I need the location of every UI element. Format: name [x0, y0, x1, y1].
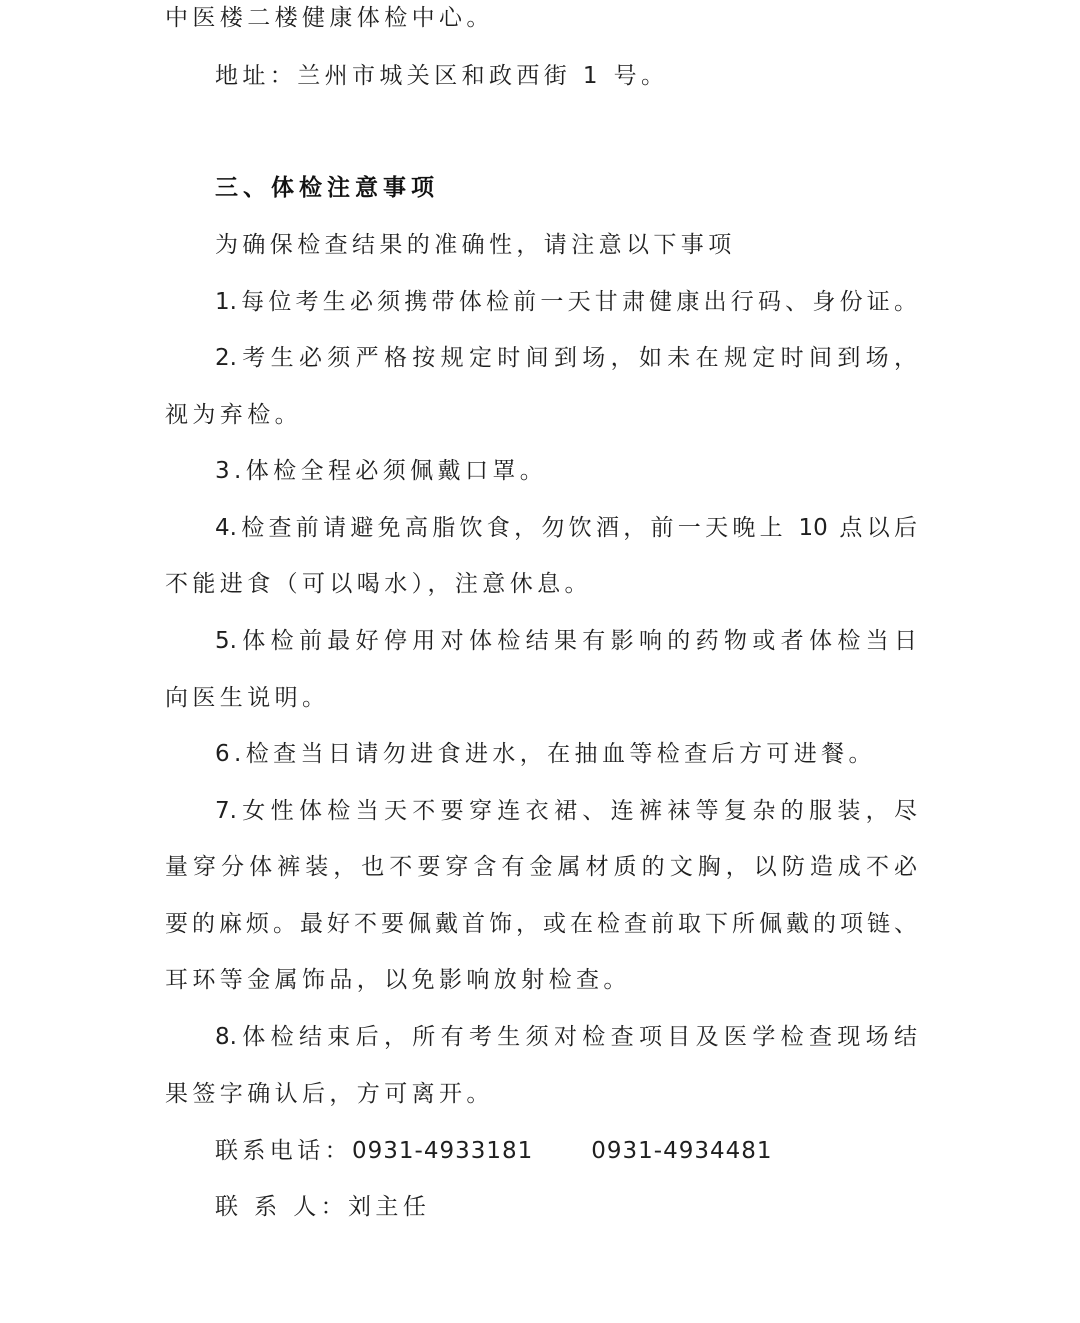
contact-phone-2: 0931-4934481	[591, 1138, 773, 1164]
contact-phone-1: 0931-4933181	[352, 1138, 534, 1164]
notice-item-6: 6.检查当日请勿进食进水，在抽血等检查后方可进餐。	[215, 741, 876, 767]
intro-line: 为确保检查结果的准确性，请注意以下事项	[215, 232, 736, 258]
notice-item-7-line-4: 耳环等金属饰品，以免影响放射检查。	[165, 967, 631, 993]
contact-person-label: 联 系 人：	[215, 1194, 349, 1220]
notice-item-4-line-1: 4.检查前请避免高脂饮食，勿饮酒，前一天晚上 10 点以后	[215, 515, 917, 541]
notice-item-2-line-2: 视为弃检。	[165, 402, 302, 428]
notice-item-8-line-2: 果签字确认后，方可离开。	[165, 1081, 494, 1107]
notice-item-5-line-1: 5.体检前最好停用对体检结果有影响的药物或者体检当日	[215, 628, 917, 654]
notice-item-7-line-1: 7.女性体检当天不要穿连衣裙、连裤袜等复杂的服装，尽	[215, 798, 917, 824]
notice-item-3: 3.体检全程必须佩戴口罩。	[215, 458, 548, 484]
contact-phone-label: 联系电话：	[215, 1138, 352, 1164]
notice-item-1: 1.每位考生必须携带体检前一天甘肃健康出行码、身份证。	[215, 289, 917, 315]
contact-person-line	[215, 1191, 917, 1223]
notice-item-2-line-1: 2.考生必须严格按规定时间到场，如未在规定时间到场，	[215, 345, 917, 371]
notice-item-7-line-2: 量穿分体裤装，也不要穿含有金属材质的文胸，以防造成不必	[165, 854, 917, 880]
notice-item-7-line-3: 要的麻烦。最好不要佩戴首饰，或在检查前取下所佩戴的项链、	[165, 911, 917, 937]
continuation-line: 中医楼二楼健康体检中心。	[165, 5, 494, 31]
contact-person-name: 刘主任	[348, 1194, 431, 1220]
address-line: 地址：兰州市城关区和政西街 1 号。	[215, 63, 669, 89]
notice-item-5-line-2: 向医生说明。	[165, 685, 330, 711]
section-heading: 三、体检注意事项	[215, 175, 439, 201]
notice-item-8-line-1: 8.体检结束后，所有考生须对检查项目及医学检查现场结	[215, 1024, 917, 1050]
contact-phone-line	[215, 1135, 917, 1167]
notice-item-4-line-2: 不能进食（可以喝水），注意休息。	[165, 571, 592, 597]
